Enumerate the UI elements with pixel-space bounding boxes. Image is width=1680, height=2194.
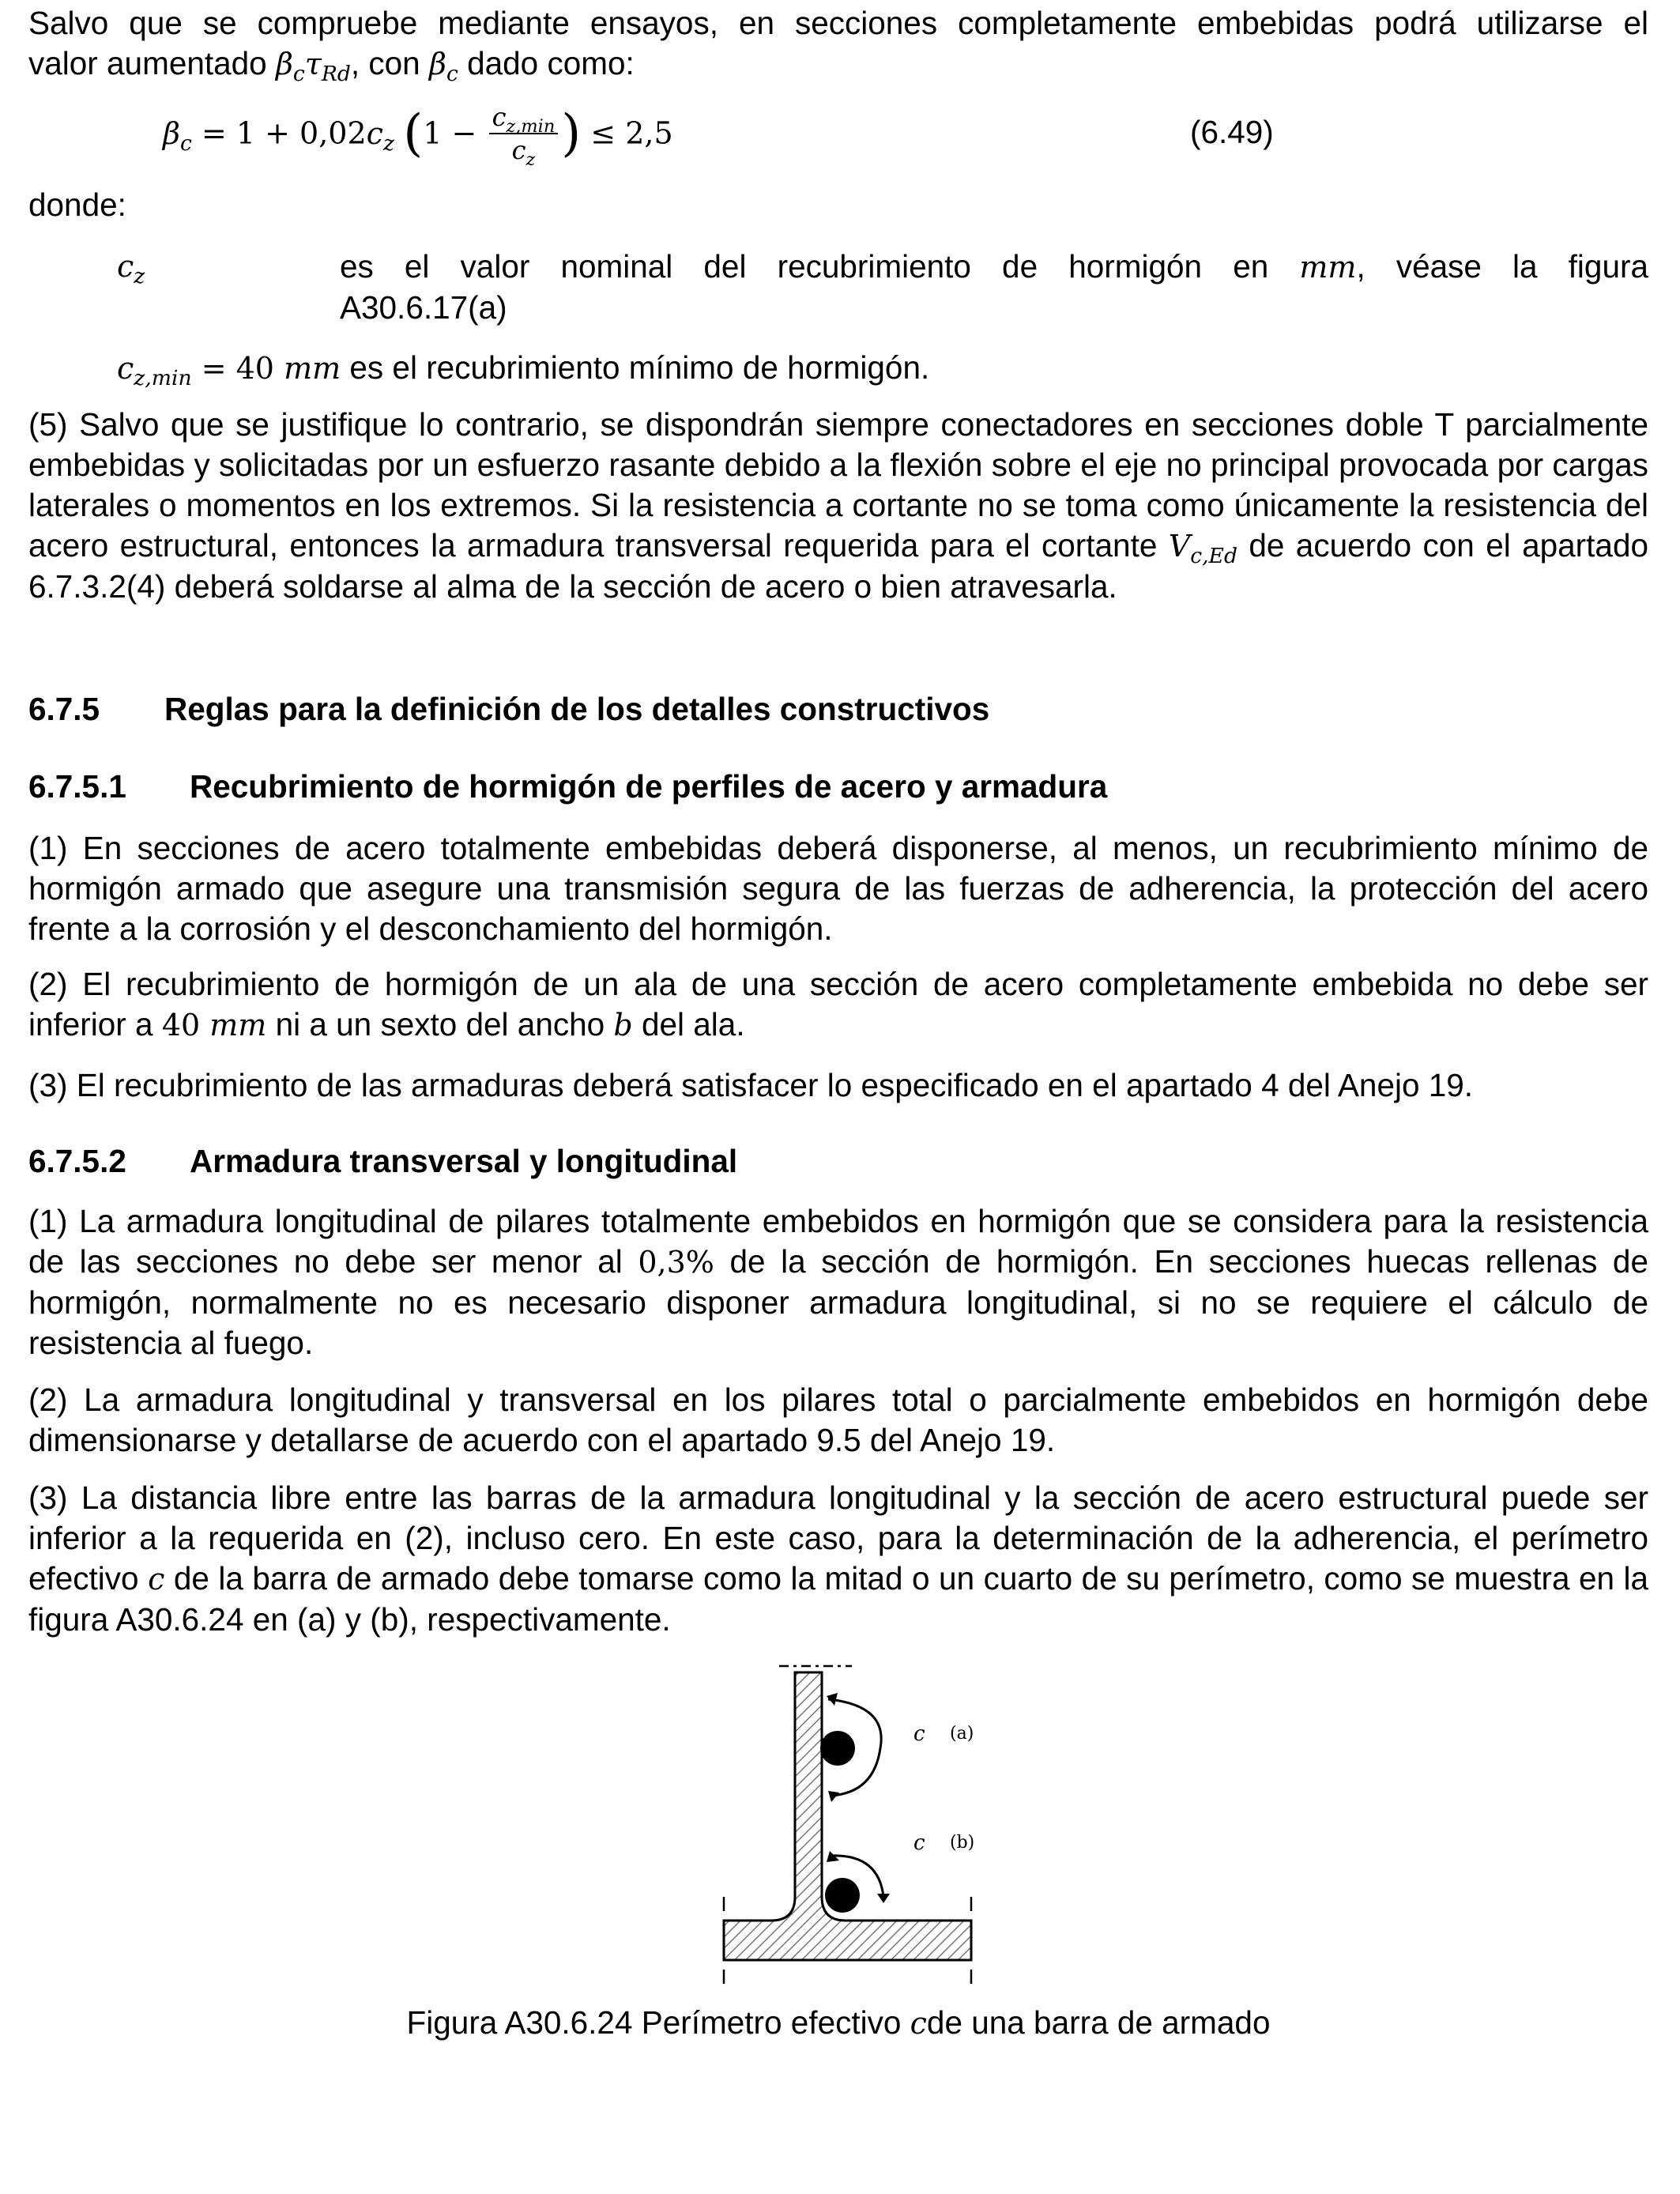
heading-6-7-5-1-title: Recubrimiento de hormigón de perfiles de acero y armadura (190, 768, 1108, 805)
intro-line-1: Salvo que se compruebe mediante ensayos, en secciones completamente embebidas podrá utilizarse el (28, 5, 1648, 41)
label-c-a: c (913, 1722, 925, 1746)
paragraph-5: (5) Salvo que se justifique lo contrario, se dispondrán siempre conectadores en secciones doble T parcialmente embebidas y solicitadas por un esfuerzo rasante debido a la flexión sobre el eje no principal provocada por cargas laterales o momentos en los extremos. Si la resistencia a cortante no se toma como únicamente la resistencia del acero estructural, entonces la armadura transversal requerida para el cortante $V_{c,Ed}$ de acuerdo con el apartado 6.7.3.2(4) deberá soldarse al alma de la sección de acero o bien atravesarla. (28, 406, 1648, 605)
rebar-b (825, 1878, 860, 1913)
arrow-b-right (877, 1894, 890, 1903)
heading-6-7-5-2-number: 6.7.5.2 (28, 1143, 126, 1179)
definition-czmin-text: es el recubrimiento mínimo de hormigón. (341, 349, 930, 386)
equation-6-49 (28, 101, 1648, 170)
figure-steel-section (724, 1672, 971, 1960)
document-page: Salvo que se compruebe mediante ensayos, en secciones completamente embebidas podrá utilizarse el valor aumentado $\beta_c\tau_{Rd}$, con $\beta_c$ dado como: $\beta_c = 1 + 0,02c_z$ (1 − $\frac{c_{z,min}}{c_z}$ ) ≤ 2,5 (6.49) donde: $c_z$ es el valor nominal del recubrimiento de hormigón en mm, véase la figura A30.6.17(a) $c_{z,min} = 40$ mm es el recubrimiento mínimo de hormigón. (5) Salvo que se justifique lo contrario, se dispondrán siempre conectadores en secciones doble T parcialmente embebidas y solicitadas por un esfuerzo rasante debido a la flexión sobre el eje no principal provocada por cargas laterales o momentos en los extremos. Si la resistencia a cortante no se toma como únicamente la resistencia del acero estructural, entonces la armadura transversal requerida para el cortante $V_{c,Ed}$ de acuerdo con el apartado 6.7.3.2(4) deberá soldarse al alma de la sección de acero o bien atravesarla. 6.7.5 Reglas para la definición de los detalles constructivos 6.7.5.1 Recubrimiento de hormigón de perfiles de acero y armadura (1) En secciones de acero totalmente embebidas deberá disponerse, al menos, un recubrimiento mínimo de hormigón armado que asegure una transmisión segura de las fuerzas de adherencia, la protección del acero frente a la corrosión y el desconchamiento del hormigón. (2) El recubrimiento de hormigón de un ala de una sección de acero completamente embebida no debe ser inferior a 40 mm ni a un sexto del ancho b del ala. (3) El recubrimiento de las armaduras deberá satisfacer lo especificado en el apartado 4 del Anejo 19. 6.7.5.2 Armadura transversal y longitudinal (1) La armadura longitudinal de pilares totalmente embebidos en hormigón que se considera para la resistencia de las secciones no debe ser menor al 0,3% de la sección de hormigón. En secciones huecas rellenas de hormigón, normalmente no es necesario disponer armadura longitudinal, si no se requiere el cálculo de resistencia al fuego. (2) La armadura longitudinal y transversal en los pilares total o parcialmente embebidos en hormigón debe dimensionarse y detallarse de acuerdo con el apartado 9.5 del Anejo 19. (3) La distancia libre entre las barras de la armadura longitudinal y la sección de acero estructural puede ser inferior a la requerida en (2), incluso cero. En este caso, para la determinación de la adherencia, el perímetro efectivo c de la barra de armado debe tomarse como la mitad o un cuarto de su perímetro, como se muestra en la figura A30.6.24 en (a) y (b), respectivamente. c (a) c (b) Figura A30.6.24 Perímetro efectivo cde una barra de armado (28, 0, 1648, 2194)
heading-6-7-5-number: 6.7.5 (28, 691, 100, 727)
paragraph-5-text: (5) Salvo que se justifique lo contrario, se dispondrán siempre conectadores en secciones doble T parcialmente embebidas y solicitadas por un esfuerzo rasante debido a la flexión sobre el eje no principal provocada por cargas laterales o momentos en los extremos. Si la resistencia a cortante no se toma como únicamente la resistencia del acero estructural, entonces la armadura transversal requerida para el cortante (28, 406, 1648, 564)
figure-rebar-perimeter (676, 1660, 1024, 1992)
intro-line-2-text-b: , con (350, 45, 429, 81)
heading-6-7-5-title: Reglas para la definición de los detalles constructivos (164, 691, 990, 727)
v-c-ed-symbol: $V_{c,Ed}$ (1168, 529, 1237, 568)
definition-cz-figure-ref: A30.6.17(a) (340, 289, 507, 326)
paragraph-6-7-5-1-3: (3) El recubrimiento de las armaduras deberá satisfacer lo especificado en el apartado 4 del Anejo 19. (28, 1067, 1474, 1103)
definition-cz-text: es el valor nominal del recubrimiento de hormigón en (340, 248, 1300, 285)
equation-fraction: $\frac{c_{z,min}}{c_z}$ (489, 101, 559, 166)
equation-number: (6.49) (1190, 114, 1274, 150)
paragraph-6-7-5-2-1: (1) La armadura longitudinal de pilares totalmente embebidos en hormigón que se considera para la resistencia de las secciones no debe ser menor al 0,3% de la sección de hormigón. En secciones huecas rellenas de hormigón, normalmente no es necesario disponer armadura longitudinal, si no se requiere el cálculo de resistencia al fuego. (28, 1203, 1648, 1361)
figure-caption: Figura A30.6.24 Perímetro efectivo cde una barra de armado (406, 2004, 1271, 2041)
heading-6-7-5-2 (28, 1141, 1648, 1182)
label-b: (b) (950, 1833, 975, 1853)
donde-label: donde: (28, 187, 126, 223)
equation-body: $\beta_c = 1 + 0,02c_z$ (1 − $\frac{c_{z,min}}{c_z}$ ) ≤ 2,5 (163, 102, 673, 170)
heading-6-7-5-2-title: Armadura transversal y longitudinal (190, 1143, 738, 1179)
intro-paragraph (28, 3, 1648, 85)
heading-6-7-5 (28, 689, 1648, 729)
paragraph-6-7-5-2-3: (3) La distancia libre entre las barras de la armadura longitudinal y la sección de acero estructural puede ser inferior a la requerida en (2), incluso cero. En este caso, para la determinación de la adherencia, el perímetro efectivo c de la barra de armado debe tomarse como la mitad o un cuarto de su perímetro, como se muestra en la figura A30.6.24 en (a) y (b), respectivamente. (28, 1480, 1649, 1638)
definition-czmin-symbol: $c_{z,min}$ (117, 351, 192, 390)
beta-c-symbol: $\beta_c\tau_{Rd}$ (275, 47, 351, 86)
label-c-b: c (913, 1831, 925, 1855)
beta-c-symbol-2: $\beta_c$ (428, 47, 458, 86)
paragraph-6-7-5-2-2: (2) La armadura longitudinal y transversal en los pilares total o parcialmente embebidos en hormigón debe dimensionarse y detallarse de acuerdo con el apartado 9.5 del Anejo 19. (28, 1382, 1648, 1458)
paragraph-6-7-5-1-2: (2) El recubrimiento de hormigón de un ala de una sección de acero completamente embebida no debe ser inferior a 40 mm ni a un sexto del ancho b del ala. (28, 966, 1648, 1042)
heading-6-7-5-1-number: 6.7.5.1 (28, 768, 126, 805)
arrow-a-bottom (828, 1791, 839, 1802)
label-a: (a) (950, 1724, 974, 1744)
paragraph-6-7-5-1-1: (1) En secciones de acero totalmente embebidas deberá disponerse, al menos, un recubrimiento mínimo de hormigón armado que asegure una transmisión segura de las fuerzas de adherencia, la protección del acero frente a la corrosión y el desconchamiento del hormigón. (28, 830, 1648, 947)
heading-6-7-5-1 (28, 767, 1648, 807)
intro-line-2-text: valor aumentado (28, 45, 276, 81)
intro-line-2-text-c: dado como: (458, 45, 635, 81)
rebar-a (820, 1731, 855, 1766)
definition-cz-symbol: $c_z$ (117, 249, 145, 288)
